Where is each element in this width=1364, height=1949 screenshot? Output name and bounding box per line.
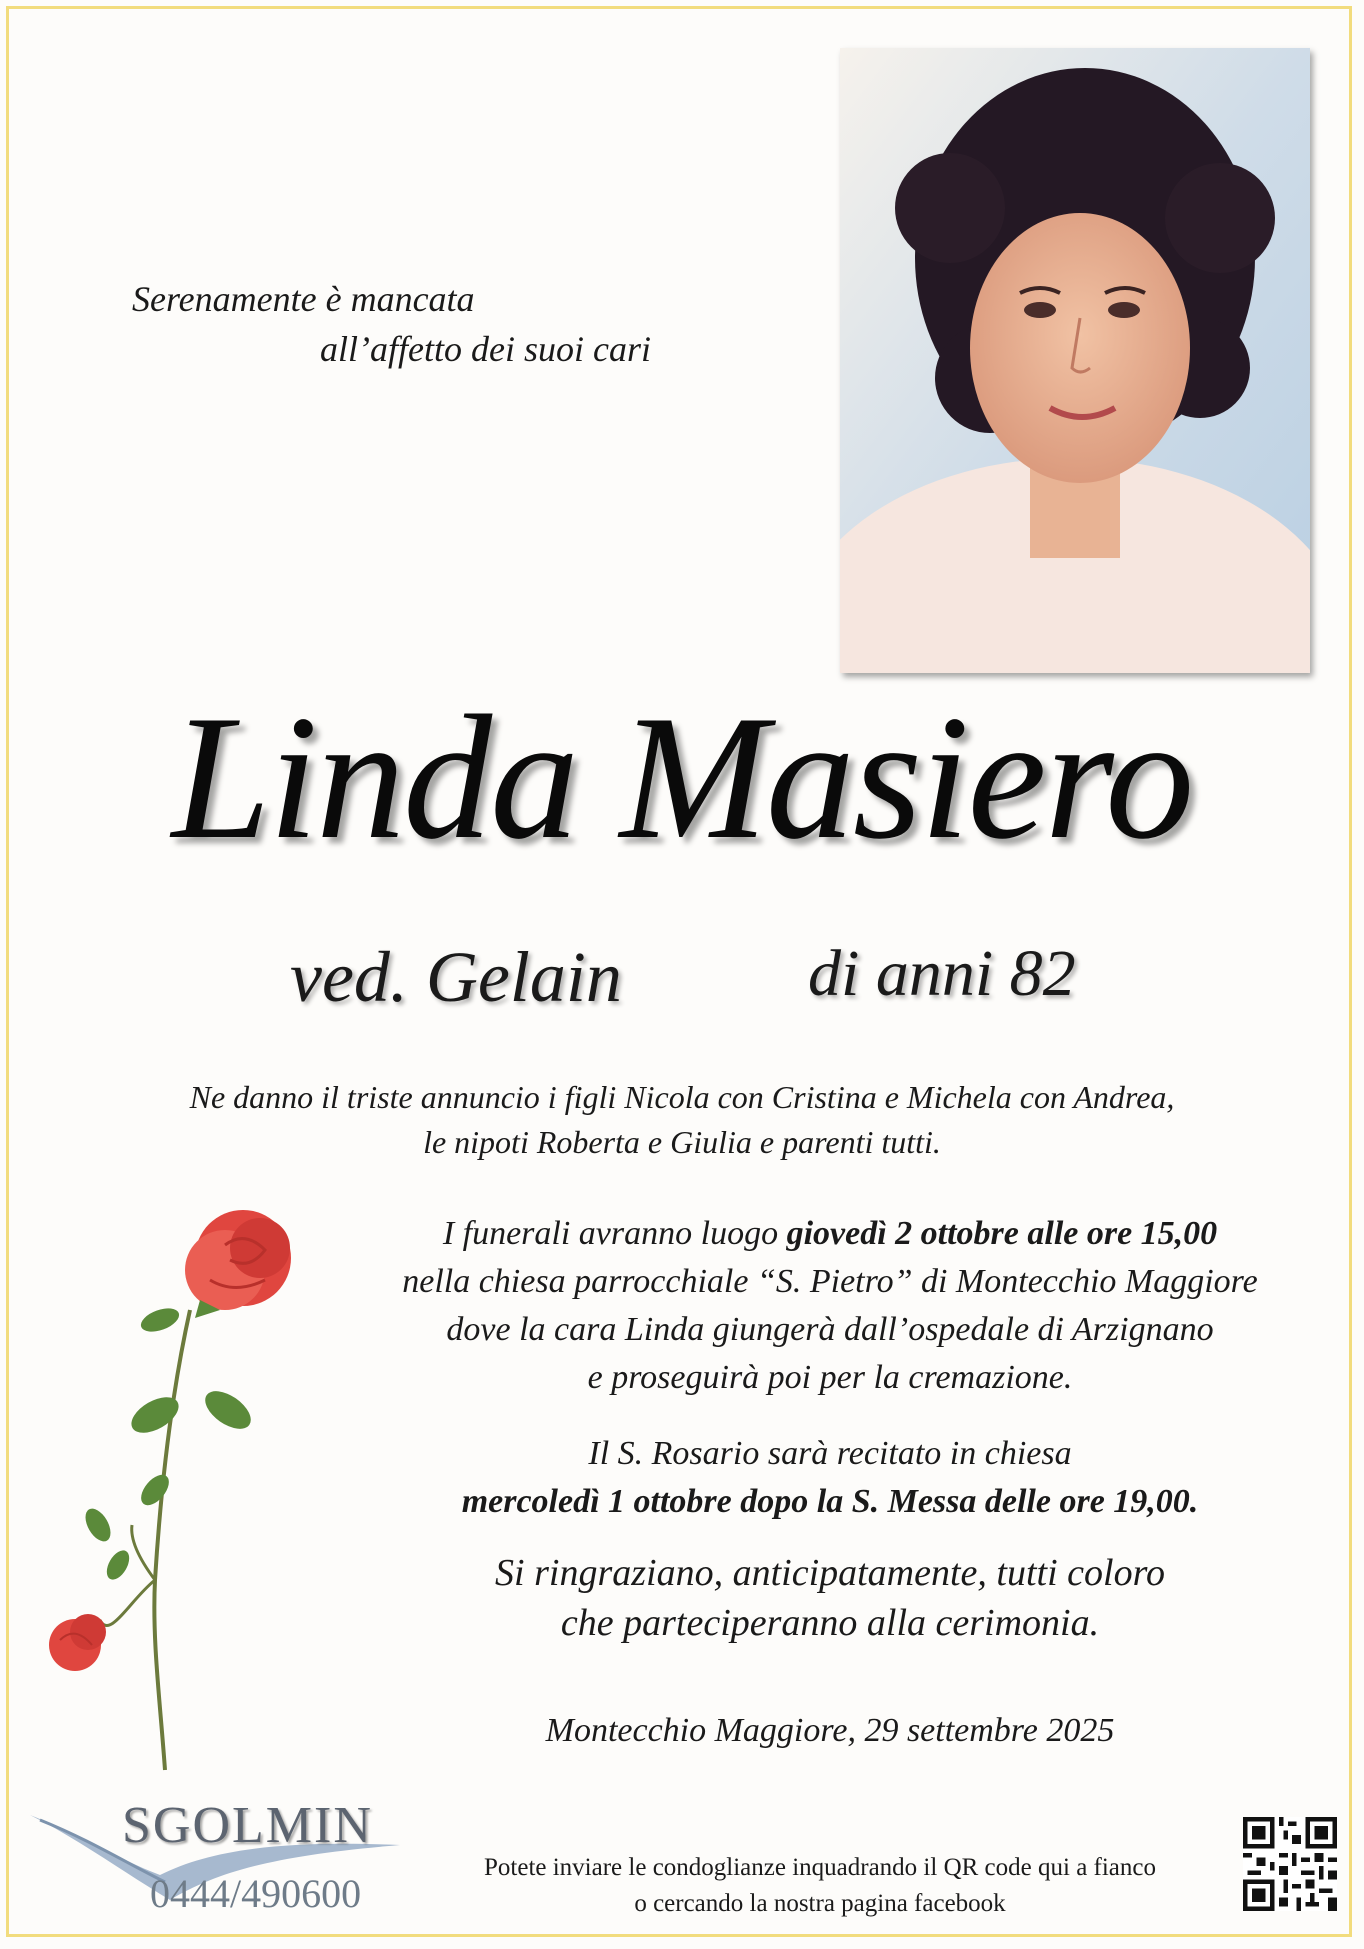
announcement-line-1: Ne danno il triste annuncio i figli Nicola con Cristina e Michela con Andrea, [189, 1079, 1175, 1115]
intro-line-1: Serenamente è mancata [132, 279, 475, 319]
announcement [60, 1075, 1304, 1165]
condolence-footer [410, 1850, 1230, 1922]
deceased-name: Linda Masiero [171, 678, 1193, 876]
rose-illustration [20, 1200, 340, 1780]
agency-name: SGOLMIN [122, 1797, 373, 1854]
funeral-line-2: nella chiesa parrocchiale “S. Pietro” di Montecchio Maggiore [402, 1263, 1258, 1300]
funeral-line-3: dove la cara Linda giungerà dall’ospedale di Arzignano [446, 1311, 1214, 1348]
announcement-line-2: le nipoti Roberta e Giulia e parenti tutti. [423, 1124, 941, 1160]
thanks-line-1: Si ringraziano, anticipatamente, tutti coloro [495, 1552, 1165, 1594]
rosary-line-1: Il S. Rosario sarà recitato in chiesa [588, 1435, 1072, 1472]
rosary-datetime [340, 1478, 1320, 1526]
funeral-line-4: e proseguirà poi per la cremazione. [587, 1359, 1073, 1396]
intro-line-2: all’affetto dei suoi cari [320, 329, 651, 369]
footer-line-2: o cercando la nostra pagina facebook [634, 1890, 1006, 1917]
funeral-line-1 [300, 1210, 1360, 1258]
place-date: Montecchio Maggiore, 29 settembre 2025 [545, 1712, 1115, 1749]
funeral-info [300, 1210, 1360, 1402]
rosary-line-2: mercoledì 1 ottobre dopo la S. Messa delle ore 19,00. [461, 1483, 1199, 1520]
rosary-info [340, 1430, 1320, 1526]
funeral-datetime: giovedì 2 ottobre alle ore 15,00 [786, 1215, 1218, 1252]
thanks-line-2: che parteciperanno alla cerimonia. [560, 1602, 1100, 1644]
footer-line-1: Potete inviare le condoglianze inquadrando il QR code qui a fianco [484, 1854, 1156, 1881]
qr-code[interactable] [1243, 1817, 1337, 1911]
widow-of: ved. Gelain [290, 937, 622, 1017]
funeral-line-1-prefix: I funerali avranno luogo [442, 1215, 787, 1252]
agency-phone: 0444/490600 [150, 1871, 362, 1916]
thanks [340, 1548, 1320, 1648]
portrait-photo [840, 48, 1310, 673]
age: di anni 82 [808, 937, 1076, 1010]
